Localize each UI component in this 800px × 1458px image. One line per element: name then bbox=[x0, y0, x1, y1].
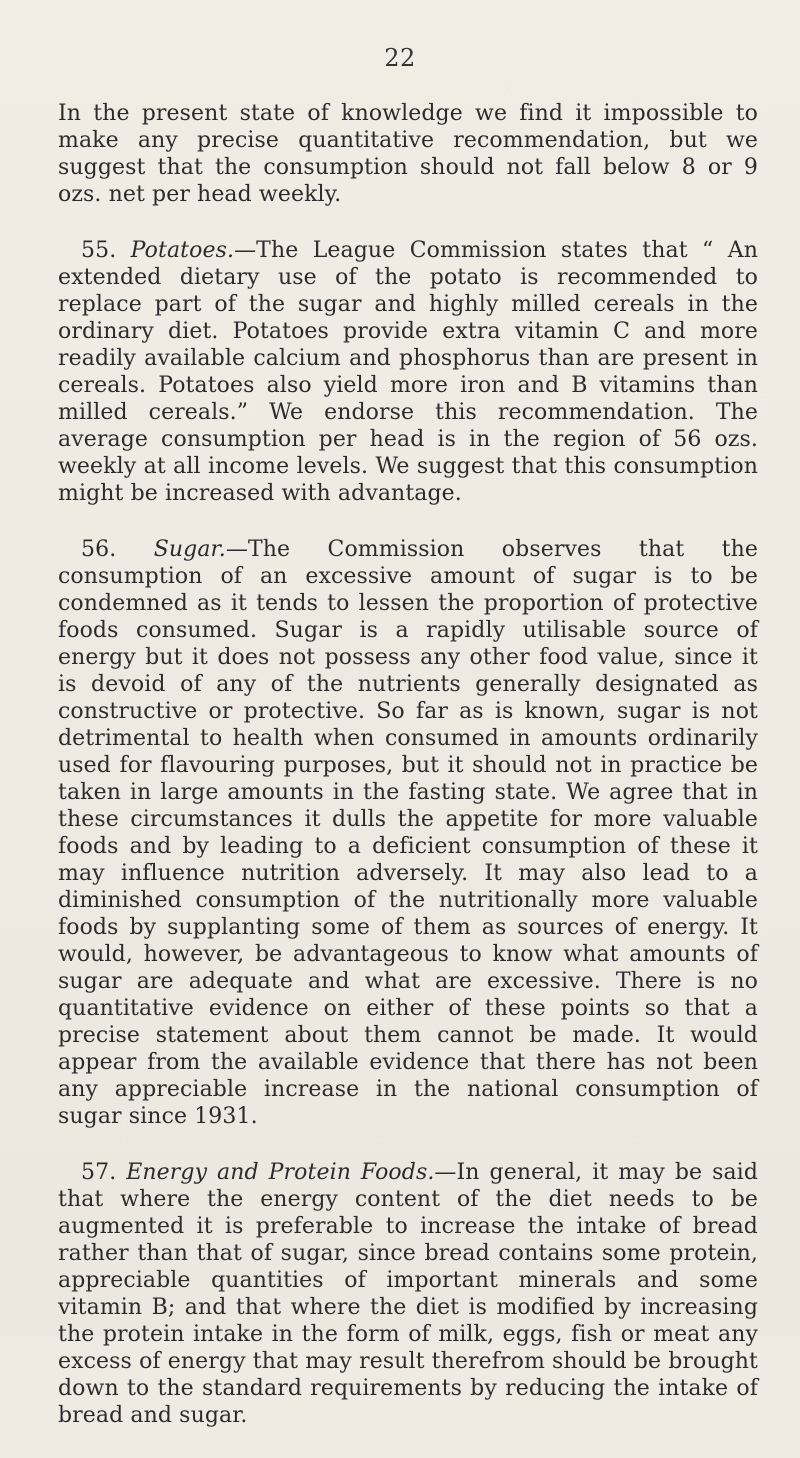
paragraph-text: —The Commission observes that the consumption of an excessive amount of sugar is to be condemned as it tends to lessen the proportion of protective foods consumed. Sugar is a rapidly utilisable source of energy but it does not possess any other food value, since it is devoid of any of the nutrients generally designated as constructive or protective. So far as is known, sugar is not detrimental to health when consumed in amounts ordinarily used for flavouring purposes, but it should not in practice be taken in large amounts in the fasting state. We agree that in these circumstances it dulls the appetite for more valuable foods and by leading to a deficient consumption of these it may influence nutrition adversely. It may also lead to a diminished consumption of the nutritionally more valuable foods by supplanting some of them as sources of energy. It would, however, be advantageous to know what amounts of sugar are adequate and what are excessive. There is no quantitative evidence on either of these points so that a precise statement about them cannot be made. It would appear from the available evidence that there has not been any appreciable increase in the national consumption of sugar since 1931. bbox=[58, 537, 759, 1129]
body-text bbox=[58, 100, 758, 1458]
paragraph-heading: Potatoes. bbox=[130, 238, 235, 263]
paragraph-number: 56. bbox=[81, 537, 117, 562]
paragraph-55-potatoes bbox=[58, 237, 758, 507]
paragraph-intro bbox=[58, 100, 758, 208]
paragraph-57-energy-protein bbox=[58, 1159, 758, 1429]
paragraph-heading: Sugar. bbox=[153, 537, 226, 562]
paragraph-number: 57. bbox=[81, 1160, 117, 1185]
paragraph-text: —The League Commission states that “ An extended dietary use of the potato is recommended to replace part of the sugar and highly milled cereals in the ordinary diet. Potatoes provide extra vitamin C and more readily available calcium and phosphorus than are present in cereals. Potatoes also yield more iron and B vitamins than milled cereals.” We endorse this recommendation. The average consumption per head is in the region of 56 ozs. weekly at all income levels. We suggest that this consumption might be increased with advantage. bbox=[58, 238, 758, 506]
page-number: 22 bbox=[384, 44, 416, 72]
paragraph-heading: Energy and Protein Foods. bbox=[126, 1160, 435, 1185]
paragraph-text: —In general, it may be said that where the energy content of the diet needs to be augmented it is preferable to increase the intake of bread rather than that of sugar, since bread contains some protein, appreciable quantities of important minerals and some vitamin B; and that where the diet is modified by increasing the protein intake in the form of milk, eggs, fish or meat any excess of energy that may result therefrom should be brought down to the standard requirements by reducing the intake of bread and sugar. bbox=[58, 1160, 759, 1428]
paragraph-number: 55. bbox=[81, 238, 117, 263]
paragraph-text: In the present state of knowledge we find it impossible to make any precise quantitative recommendation, but we suggest that the consumption should not fall below 8 or 9 ozs. net per head weekly. bbox=[58, 101, 758, 207]
paragraph-56-sugar bbox=[58, 536, 758, 1130]
